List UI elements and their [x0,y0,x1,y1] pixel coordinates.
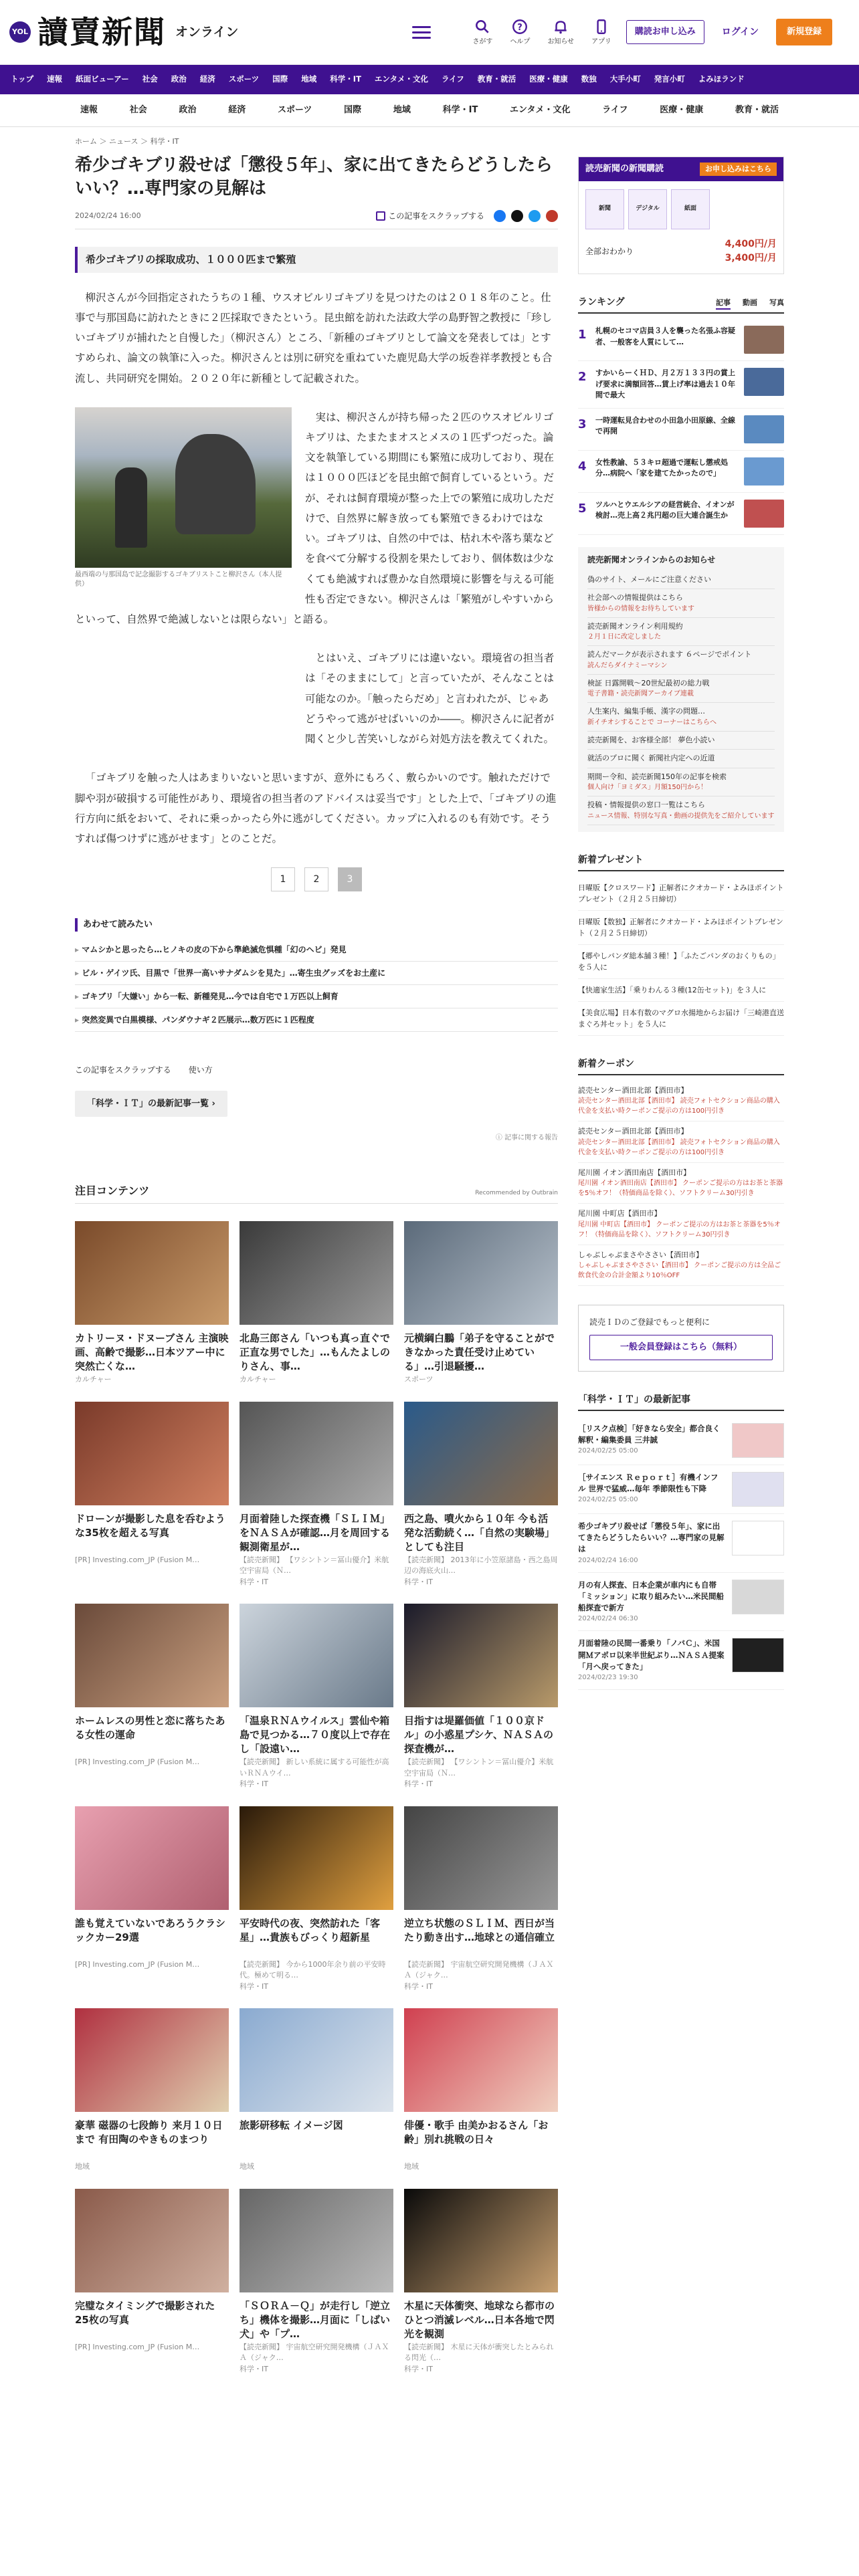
notice-label: お知らせ [547,37,575,45]
page-3-current: 3 [338,867,362,891]
recommend-card[interactable] [75,1806,229,1993]
article-paragraph: とはいえ、ゴキブリには違いない。環境省の担当者は「そのままにして」と言っていたが、そんなことは可能なのか。「触ったらだめ」と言われたが、じゃあどうやって逃がせばいいのか――。柳沢さんに記者が聞くと少し苦笑いしながら対処方法を教えてくれた。 [305,652,555,746]
sci-item-date: 2024/02/23 19:30 [578,1674,638,1682]
notice-list [587,571,775,825]
recommend-sub: [PR] Investing.com_JP (Fusion M… [75,1757,200,1767]
present-item[interactable]: 【郷やしパンダ総本舗３種！】「ふたごパンダのおくりもの」を５人に [578,945,784,979]
recommend-title: カトリーヌ・ドヌーブさん 主演映画、高齢で撮影…日本ツアー中に突然亡くな… [75,1332,229,1373]
notice-text: 就活のプロに聞く 新聞社内定への近道 [587,754,715,762]
app-label: アプリ [591,37,611,45]
coupon-item[interactable] [578,1204,784,1245]
rank-thumb [744,326,784,354]
recommend-title: 旅影研移転 イメージ図 [240,2119,343,2132]
sci-item[interactable] [578,1631,784,1690]
notice-sub: 電子書籍・読売新聞アーカイブ連載 [587,690,694,697]
recommend-category: スポーツ [404,1375,434,1384]
snav-item[interactable]: ライフ [602,105,628,115]
recommend-sub: 【読売新聞】 木星に天体が衝突したとみられる閃光（… [404,2342,554,2363]
recommend-card[interactable] [240,1604,393,1790]
facebook-icon[interactable] [494,210,506,222]
promo-tag[interactable]: お申し込みはこちら [700,163,777,177]
recommend-sub: 【読売新聞】 2013年に小笠原諸島・西之島周辺の海底火山… [404,1555,558,1576]
snav-item[interactable]: 科学・IT [442,105,478,115]
coupon-detail: しゃぶしゃぶまさやささい【酒田市】 クーポンご提示の方は全品ご飲食代金の合計金額より10％OFF [578,1262,781,1280]
recommend-sub: [PR] Investing.com_JP (Fusion M… [75,2342,200,2351]
ranking-item[interactable] [578,319,784,361]
notice-text: 読売新聞オンライン利用規約 [587,621,683,631]
recommend-title: 俳優・歌手 由美かおるさん「お齢」別れ挑戦の日々 [404,2119,549,2146]
sci-item-date: 2024/02/24 16:00 [578,1556,638,1564]
gnav-item[interactable]: 医療・健康 [529,74,568,84]
page-1[interactable]: 1 [271,867,295,891]
present-item[interactable]: 日曜版【数独】正解者にクオカード・よみほポイントプレゼント（２月２５日締切） [578,911,784,945]
scrap-bottom-link[interactable]: この記事をスクラップする [75,1065,171,1075]
sci-item-date: 2024/02/24 06:30 [578,1615,638,1623]
recommend-title: 完璧なタイミングで撮影された25枚の写真 [75,2299,215,2326]
member-box [578,1305,784,1372]
recommend-header [75,1183,558,1204]
menu-icon[interactable] [412,26,431,39]
recommend-thumb [75,1604,229,1707]
present-list [578,877,784,1036]
notice-sub: 読んだらダイナミーマシン [587,661,668,669]
ranking-tab-video[interactable]: 動画 [743,298,757,307]
recommend-thumb [240,1221,393,1325]
sci-item-title: 月面着陸の民間一番乗り「ノバＣ」、米国開Ｍアポロ以来半世紀ぶり…ＮＡＳＡ提案「月へ戻ってきた」 [578,1638,725,1671]
notice-item[interactable] [587,732,775,750]
more-articles-label: 「科学・ＩＴ」の最新記事一覧 [87,1098,209,1109]
notice-item[interactable] [587,768,775,797]
gnav-item[interactable]: 科学・IT [330,74,361,84]
recommend-category: 科学・IT [404,1780,433,1789]
coupon-header [578,1057,784,1075]
gnav-item[interactable]: 社会 [142,74,158,84]
notice-text: 偽のサイト、メールにご注意ください [587,574,712,584]
notice-title: 読売新聞オンラインからのお知らせ [587,554,716,564]
recommend-title: 目指すは堤羅価値「１００京ドル」の小惑星プシケ、ＮＡＳＡの探査機が… [404,1715,554,1755]
rank-thumb [744,457,784,486]
snav-item[interactable]: 政治 [179,105,197,115]
recommend-category: 科学・IT [404,2364,433,2373]
recommend-title: 誰も覚えていないであろうクラシックカー29選 [75,1917,226,1943]
sci-thumb [732,1580,784,1614]
recommend-title: 木星に天体衝突、地球なら都市のひとつ消滅レベル…日本各地で閃光を観測 [404,2299,555,2340]
notice-item[interactable] [587,796,775,825]
gnav-item[interactable]: 大手小町 [609,74,641,84]
recommend-card[interactable] [404,1604,558,1790]
gnav-item[interactable]: 政治 [171,74,187,84]
snav-item[interactable]: 地域 [393,105,411,115]
present-title: 新着プレゼント [578,854,644,865]
gnav-item[interactable]: ライフ [441,74,464,84]
sci-header [578,1393,784,1411]
notice-text: 期間ー令和、読売新聞150年の記事を検索 [587,772,727,781]
rank-title: 一時運転見合わせの小田急小田原線、全線で再開 [595,415,735,435]
ranking-tab-photo[interactable]: 写真 [769,298,784,307]
related-item[interactable]: ▸ マムシかと思ったら…ヒノキの皮の下から準絶滅危惧種「幻のヘビ」発見 [75,938,558,962]
member-register-button[interactable]: 一般会員登録はこちら（無料） [589,1335,773,1360]
notice-text: 読売新聞を、お客様全部！ 夢色小読い [587,735,715,744]
rank-number: 5 [578,501,587,516]
notice-item[interactable] [587,646,775,675]
coupon-list [578,1081,784,1287]
recommend-sub: 【読売新聞】 今から1000年余り前の平安時代。極めて明る… [240,1959,386,1980]
notice-item[interactable] [587,618,775,647]
rank-number: 2 [578,370,587,384]
recommend-title: 「ＳＯＲＡ－Ｑ」が走行し「逆立ち」機体を撮影…月面に「しばい犬」や「プ… [240,2299,391,2340]
recommend-grid [75,1221,558,2375]
page-2[interactable]: 2 [304,867,328,891]
sci-item-date: 2024/02/25 05:00 [578,1447,638,1455]
gnav-item[interactable]: エンタメ・文化 [374,74,428,84]
recommend-title: 逆立ち状態のＳＬＩＭ、西日が当たり動き出す…地球との通信確立 [404,1917,555,1943]
snav-item[interactable]: エンタメ・文化 [510,105,571,115]
snav-item[interactable]: 医療・健康 [660,105,704,115]
subscribe-button[interactable]: 購読お申し込み [626,20,704,44]
gnav-item[interactable]: 地域 [301,74,317,84]
recommend-card[interactable] [404,1806,558,1993]
site-header [0,0,859,65]
coupon-shop: 読売センター酒田北部【酒田市】 [578,1127,688,1136]
breadcrumb-home[interactable]: ホーム [75,136,97,146]
recommend-sub: 【読売新聞】 宇宙航空研究開発機構（ＪＡＸＡ（ジャク… [404,1959,554,1980]
article-title: 希少ゴキブリ殺せば「懲役５年」、家に出てきたらどうしたらいい？…専門家の見解は [75,155,553,199]
article-toolbar [75,210,558,229]
logo-badge: YOL [9,21,31,43]
snav-item[interactable]: 社会 [129,105,147,115]
article-figure [75,407,292,589]
recommend-title: 「温泉ＲＮＡウイルス」雲仙や箱島で見つかる…７０度以上で存在し「設遠い… [240,1715,391,1755]
recommend-sub: 【読売新聞】 【ワシントン＝冨山優介】米航空宇宙局（Ｎ… [240,1555,389,1576]
coupon-detail: 尾川園 イオン酒田南店【酒田市】 クーポンご提示の方はお茶と茶器を5％オフ！（特価商品を除く）、ソフトクリーム30円引き [578,1180,783,1198]
recommend-thumb [404,1806,558,1910]
gnav-item[interactable]: 数独 [581,74,597,84]
recommend-thumb [240,2008,393,2112]
recommend-category: 地域 [404,2162,419,2171]
coupon-shop: しゃぶしゃぶまさやささい【酒田市】 [578,1250,703,1259]
rank-number: 3 [578,417,587,431]
snav-item[interactable]: スポーツ [277,105,312,115]
rank-number: 4 [578,459,587,473]
sidebar [578,127,784,2375]
recommend-thumb [404,2189,558,2292]
help-label: ヘルプ [510,37,531,45]
section-heading: 希少ゴキブリの採取成功、１０００匹まで繁殖 [75,247,558,273]
coupon-detail: 読売センター酒田北部【酒田市】 読売フォトセクション商品の購入代金を支払い時クーポンご提示の方は100円引き [578,1097,780,1115]
recommend-card[interactable] [240,2189,393,2375]
ranking-item[interactable] [578,451,784,493]
logo-text: 讀賣新聞 [37,13,166,50]
recommend-category: 科学・IT [240,1780,268,1789]
page-body [0,127,859,2375]
coupon-detail: 読売センター酒田北部【酒田市】 読売フォトセクション商品の購入代金を支払い時クーポンご提示の方は100円引き [578,1138,780,1156]
ranking-item[interactable] [578,409,784,451]
present-item[interactable]: 【快適家生活】「乗りわんる３種(12缶セット)」を３人に [578,979,784,1002]
global-nav [0,65,859,94]
recommend-card[interactable] [240,1402,393,1588]
gnav-item[interactable]: よみほランド [698,74,745,84]
recommend-card[interactable] [404,1221,558,1386]
snav-item[interactable]: 教育・就活 [735,105,779,115]
pagination [75,867,558,891]
recommend-thumb [240,1604,393,1707]
rank-number: 1 [578,328,587,342]
recommend-title: 注目コンテンツ [75,1184,150,1198]
recommend-sub: 【読売新聞】 宇宙航空研究開発機構（ＪＡＸＡ（ジャク… [240,2342,389,2363]
scrap-label: この記事をスクラップする [388,211,484,221]
recommend-thumb [75,1806,229,1910]
member-text: 読売ＩＤのご登録でもっと便利に [589,1317,710,1327]
site-logo[interactable] [9,9,238,56]
recommend-card[interactable] [75,2008,229,2173]
recommend-thumb [240,2189,393,2292]
notice-text: 読んだマークが表示されます ６ページでポイント [587,650,752,659]
recommend-sub: [PR] Investing.com_JP (Fusion M… [75,1555,200,1564]
register-button[interactable]: 新規登録 [776,19,832,45]
notice-text: 検証 日露開戦～20世紀最初の総力戦 [587,678,710,687]
sci-item-title: ［リスク点検］「好きなら安全」都合良く解釈・編集委員 三井誠 [578,1423,721,1445]
notice-sub: 皆様からの情報をお待ちしています [587,605,694,613]
snav-item[interactable]: 経済 [228,105,246,115]
recommend-title: ドローンが撮影した息を呑むような35枚を超える写真 [75,1512,225,1539]
breadcrumb-science[interactable]: 科学・IT [150,136,179,146]
recommend-card[interactable] [404,1402,558,1588]
recommend-category: 科学・IT [240,1981,268,1991]
recommend-category: カルチャー [240,1375,276,1384]
notice-item[interactable] [587,750,775,768]
gnav-item[interactable]: スポーツ [228,74,260,84]
rank-title: ツルハとウエルシアの経営統合、イオンが検討…売上高２兆円超の巨大連合誕生か [595,500,735,520]
sci-item[interactable] [578,1514,784,1573]
snav-item[interactable]: 国際 [344,105,362,115]
recommend-category: 科学・IT [404,1577,433,1586]
promo-label: 全部おわかり [585,247,634,256]
recommend-title: 豪華 磁器の七段飾り 来月１０日まで 有田陶のやきものまつり [75,2119,223,2146]
ranking-header [578,296,784,314]
report-label: 記事に関する報告 [504,1134,558,1142]
ranking-tab-articles[interactable]: 記事 [716,298,731,310]
article-paragraph: 「ゴキブリを触った人はあまりいないと思いますが、意外にもろく、敷らかいのです。触れただけで脚や羽が破損する可能性があり、環境省の担当者のアドバイスは妥当です」とした上で、「ゴキブリの進行方向に紙をおいて、それに乗っかったら外に逃がしてください。カップに入れるのも有効です。そうすれば傷つけずに逃がせます」とのことだ。 [75,772,557,845]
svg-text:?: ? [517,22,523,33]
notice-item[interactable] [587,703,775,732]
related-item[interactable]: ▸ ゴキブリ「大嫌い」から一転、新種発見…今では自宅で１万匹以上飼育 [75,985,558,1008]
logo-sub: オンライン [175,24,239,39]
notice-text: 人生案内、編集手帳、漢字の問題… [587,707,705,716]
gnav-item[interactable]: 発言小町 [654,74,685,84]
howto-link[interactable]: 使い方 [188,1065,213,1075]
search-icon[interactable] [472,18,492,47]
photo-caption: 最西端の与那国島で記念撮影するゴキブリストこと柳沢さん（本人提供） [75,570,282,588]
scrap-button[interactable] [376,210,484,222]
sci-list [578,1416,784,1690]
promo-box: 紙面 [671,189,710,229]
coupon-shop: 読売センター酒田北部【酒田市】 [578,1085,688,1095]
x-icon[interactable] [511,210,523,222]
coupon-item[interactable] [578,1245,784,1287]
snav-item[interactable]: 速報 [80,105,98,115]
recommend-card[interactable] [240,1806,393,1993]
coupon-item[interactable] [578,1081,784,1122]
notice-item[interactable] [587,675,775,704]
coupon-item[interactable] [578,1121,784,1163]
recommend-title: 西之島、噴火から１０年 今も活発な活動続く…「自然の実験場」としても注目 [404,1512,555,1553]
article-paragraph: 実は、柳沢さんが持ち帰った２匹のウスオビルリゴキブリは、たまたまオスとメスの１匹ずつだった。論文を執筆している期間にも繁殖に成功しており、現在は１０００匹ほどを昆虫館で飼育しているという。だが、それは飼育環境が整った上での繁殖に成功しただけで、自然界に解き放っても繁殖できるわけではない。ゴキブリは、自然の中では、枯れ木や落ち葉などを食べて分解する役割を果たしており、個体数は少なくても絶滅すれば豊かな自然環境に影響を与える可能性も否定できない。柳沢さんは「繁殖がしやすいからといって、自然界で絶滅しないとは限らない」と語る。 [75,411,555,625]
recommend-card[interactable] [240,1221,393,1386]
bell-icon[interactable] [547,18,574,47]
sci-item[interactable] [578,1416,784,1465]
ranking-item[interactable] [578,361,784,409]
recommend-thumb [75,2008,229,2112]
related-item[interactable]: ▸ 突然変異で白黒模様、パンダウナギ２匹展示…数万匹に１匹程度 [75,1008,558,1032]
coupon-shop: 尾川園 イオン酒田南店【酒田市】 [578,1168,691,1177]
recommend-sub: 【読売新聞】 新しい系統に属する可能性が高いＲＮＡウイ… [240,1757,389,1778]
recommend-card[interactable] [75,1604,229,1790]
recommend-thumb [404,1604,558,1707]
subscribe-promo[interactable] [578,156,784,275]
notice-sub: ２月１日に改定しました [587,633,661,641]
breadcrumb: ホーム ＞ ニュース ＞ 科学・IT [75,136,179,146]
recommend-card[interactable] [404,2189,558,2375]
share-icons [494,210,558,222]
ranking-item[interactable] [578,493,784,535]
recommend-card[interactable] [75,2189,229,2375]
phone-icon[interactable] [591,18,611,47]
more-articles-button[interactable]: 「科学・ＩＴ」の最新記事一覧 › [75,1091,227,1117]
recommend-title: 平安時代の夜、突然訪れた「客星」…貴族もびっくり超新星 [240,1917,381,1943]
recommend-category: 地域 [75,2162,90,2171]
report-link[interactable]: ⓘ 記事に関する報告 [495,1134,558,1142]
mail-icon[interactable] [546,210,558,222]
section-nav [0,94,859,127]
recommend-sub: 【読売新聞】 【ワシントン＝冨山優介】米航空宇宙局（Ｎ… [404,1757,554,1778]
rank-thumb [744,500,784,528]
present-item[interactable]: 日曜版【クロスワード】正解者にクオカード・よみほポイントプレゼント（２月２５日締切） [578,877,784,911]
recommend-card[interactable] [240,2008,393,2173]
sci-thumb [732,1638,784,1673]
recommend-thumb [75,1221,229,1325]
promo-price1: 4,400円/月 [725,239,777,249]
outbrain-credit[interactable]: Recommended by Outbrain [475,1190,558,1197]
search-label: さがす [472,37,493,45]
sci-item[interactable] [578,1573,784,1632]
promo-box: 新聞 [585,189,624,229]
header-icons [472,18,611,47]
gnav-item[interactable]: 教育・就活 [477,74,516,84]
notice-box [578,547,784,832]
scrap-row [75,1064,558,1076]
notice-item[interactable] [587,589,775,618]
sci-thumb [732,1423,784,1458]
notice-item[interactable] [587,571,775,590]
article-photo[interactable] [75,407,292,568]
ranking-title: ランキング [578,297,625,308]
recommend-category: カルチャー [75,1375,112,1384]
recommend-thumb [404,1402,558,1505]
ranking-list [578,319,784,535]
coupon-detail: 尾川園 中町店【酒田市】 クーポンご提示の方はお茶と茶器を5％オフ！（特価商品を除く）、ソフトクリーム30円引き [578,1220,781,1239]
recommend-category: 科学・IT [240,2364,268,2373]
rank-thumb [744,368,784,396]
gnav-item[interactable]: 国際 [272,74,288,84]
related-item[interactable]: ▸ ビル・ゲイツ氏、目黒で「世界一高いサナダムシを見た」…寄生虫グッズをお土産に [75,962,558,985]
recommend-title: ホームレスの男性と恋に落ちたある女性の運命 [75,1715,225,1741]
coupon-title: 新着クーポン [578,1058,634,1069]
hatena-icon[interactable] [529,210,541,222]
notice-sub: ニュース情報、特別な写真・動画の提供先をご紹介しています [587,812,775,820]
promo-title: 読売新聞の新聞購読 [585,164,664,174]
recommend-card[interactable] [404,2008,558,2173]
recommend-card[interactable] [75,1402,229,1588]
sci-item-date: 2024/02/25 05:00 [578,1496,638,1504]
sci-item-title: 希少ゴキブリ殺せば「懲役５年」、家に出てきたらどうしたらいい？…専門家の見解は [578,1521,725,1554]
gnav-item[interactable]: 経済 [199,74,215,84]
recommend-thumb [75,2189,229,2292]
sci-thumb [732,1472,784,1507]
recommend-title: 元横綱白鵬「弟子を守ることができなかった責任受け止めている」…引退騒擾… [404,1332,555,1373]
login-link[interactable]: ログイン [721,26,759,37]
article-column [75,127,558,2375]
recommend-thumb [404,1221,558,1325]
breadcrumb-news[interactable]: ニュース [109,136,138,146]
recommend-sub: [PR] Investing.com_JP (Fusion M… [75,1959,200,1969]
recommend-card[interactable] [75,1221,229,1386]
coupon-item[interactable] [578,1163,784,1204]
recommend-category: 科学・IT [240,1577,268,1586]
gnav-item[interactable]: 速報 [47,74,63,84]
rank-title: 札幌のセコマ店員３人を襲った名張ふ容疑者、一般客を人質にして… [595,326,735,346]
sci-item-title: 月の有人探査、日本企業が車内にも自帯「ミッション」に取り組みたい…米民間船船探査で新方 [578,1580,725,1613]
coupon-shop: 尾川園 中町店【酒田市】 [578,1209,662,1218]
recommend-title: 月面着陸した探査機「ＳＬＩＭ」をＮＡＳＡが確認…月を周回する観測衛星が… [240,1512,391,1553]
rank-title: すかいらーくＨＤ、月２万１３３円の賞上げ要求に満額回答…賃上げ率は過去１０年間で最大 [595,368,735,399]
recommend-category: 科学・IT [404,1981,433,1991]
recommend-thumb [75,1402,229,1505]
related-heading: あわせて読みたい [75,918,558,932]
sci-thumb [732,1521,784,1555]
recommend-thumb [240,1806,393,1910]
gnav-item[interactable]: トップ [11,74,34,84]
rank-title: 女性教諭、５３キロ超過で運転し懲戒処分…病院へ「家を建てたかったので」 [595,457,728,477]
promo-price2: 3,400円/月 [725,253,777,263]
promo-box: デジタル [628,189,667,229]
sci-item-title: ［サイエンス Ｒｅｐｏｒｔ］有機インフル 世界で猛威…毎年 季節限性も下降 [578,1472,719,1494]
article-paragraph: 柳沢さんが今回指定されたうちの１種、ウスオビルリゴキブリを見つけたのは２０１８年のこと。仕事で与那国島に訪れたときに２匹採取できたという。昆虫館を訪れた法政大学の島野智之教授に「珍しいゴキブリが捕れたと自慢した」（柳沢さん）ところ、「新種のゴキブリとして論文を発表しては」とすすめられ、論文の執筆に入った。柳沢さんとは別に研究を重ねていた鹿児島大学の坂巻祥孝教授とも合流し、共同研究を開始。２０２０年に新種として記載された。 [75,291,553,385]
notice-text: 社会部への情報提供はこちら [587,593,683,602]
recommend-category: 地域 [240,2162,254,2171]
notice-sub: 個人向け「ヨミダス」月額150円から！ [587,784,708,791]
recommend-thumb [404,2008,558,2112]
gnav-item[interactable]: 紙面ビューアー [76,74,129,84]
sci-title: 「科学・ＩＴ」の最新記事 [578,1394,690,1405]
article-date: 2024/02/24 16:00 [75,211,141,220]
sci-item[interactable] [578,1465,784,1514]
recommend-title: 北島三郎さん「いつも真っ直ぐで正直な男でした」…もんたよしのりさん、事… [240,1332,391,1373]
present-header [578,853,784,871]
scrap-icon [376,211,385,221]
help-icon[interactable] [510,18,530,47]
rank-thumb [744,415,784,443]
related-list [75,938,558,1032]
present-item[interactable]: 【美食広場】日本有数のマグロ水揚地からお届け「三崎港直送まぐろ丼セット」を５人に [578,1002,784,1036]
recommend-thumb [240,1402,393,1505]
notice-text: 投稿・情報提供の窓口一覧はこちら [587,800,705,809]
notice-sub: 新イチオシすることで コーナーはこちらへ [587,718,717,726]
